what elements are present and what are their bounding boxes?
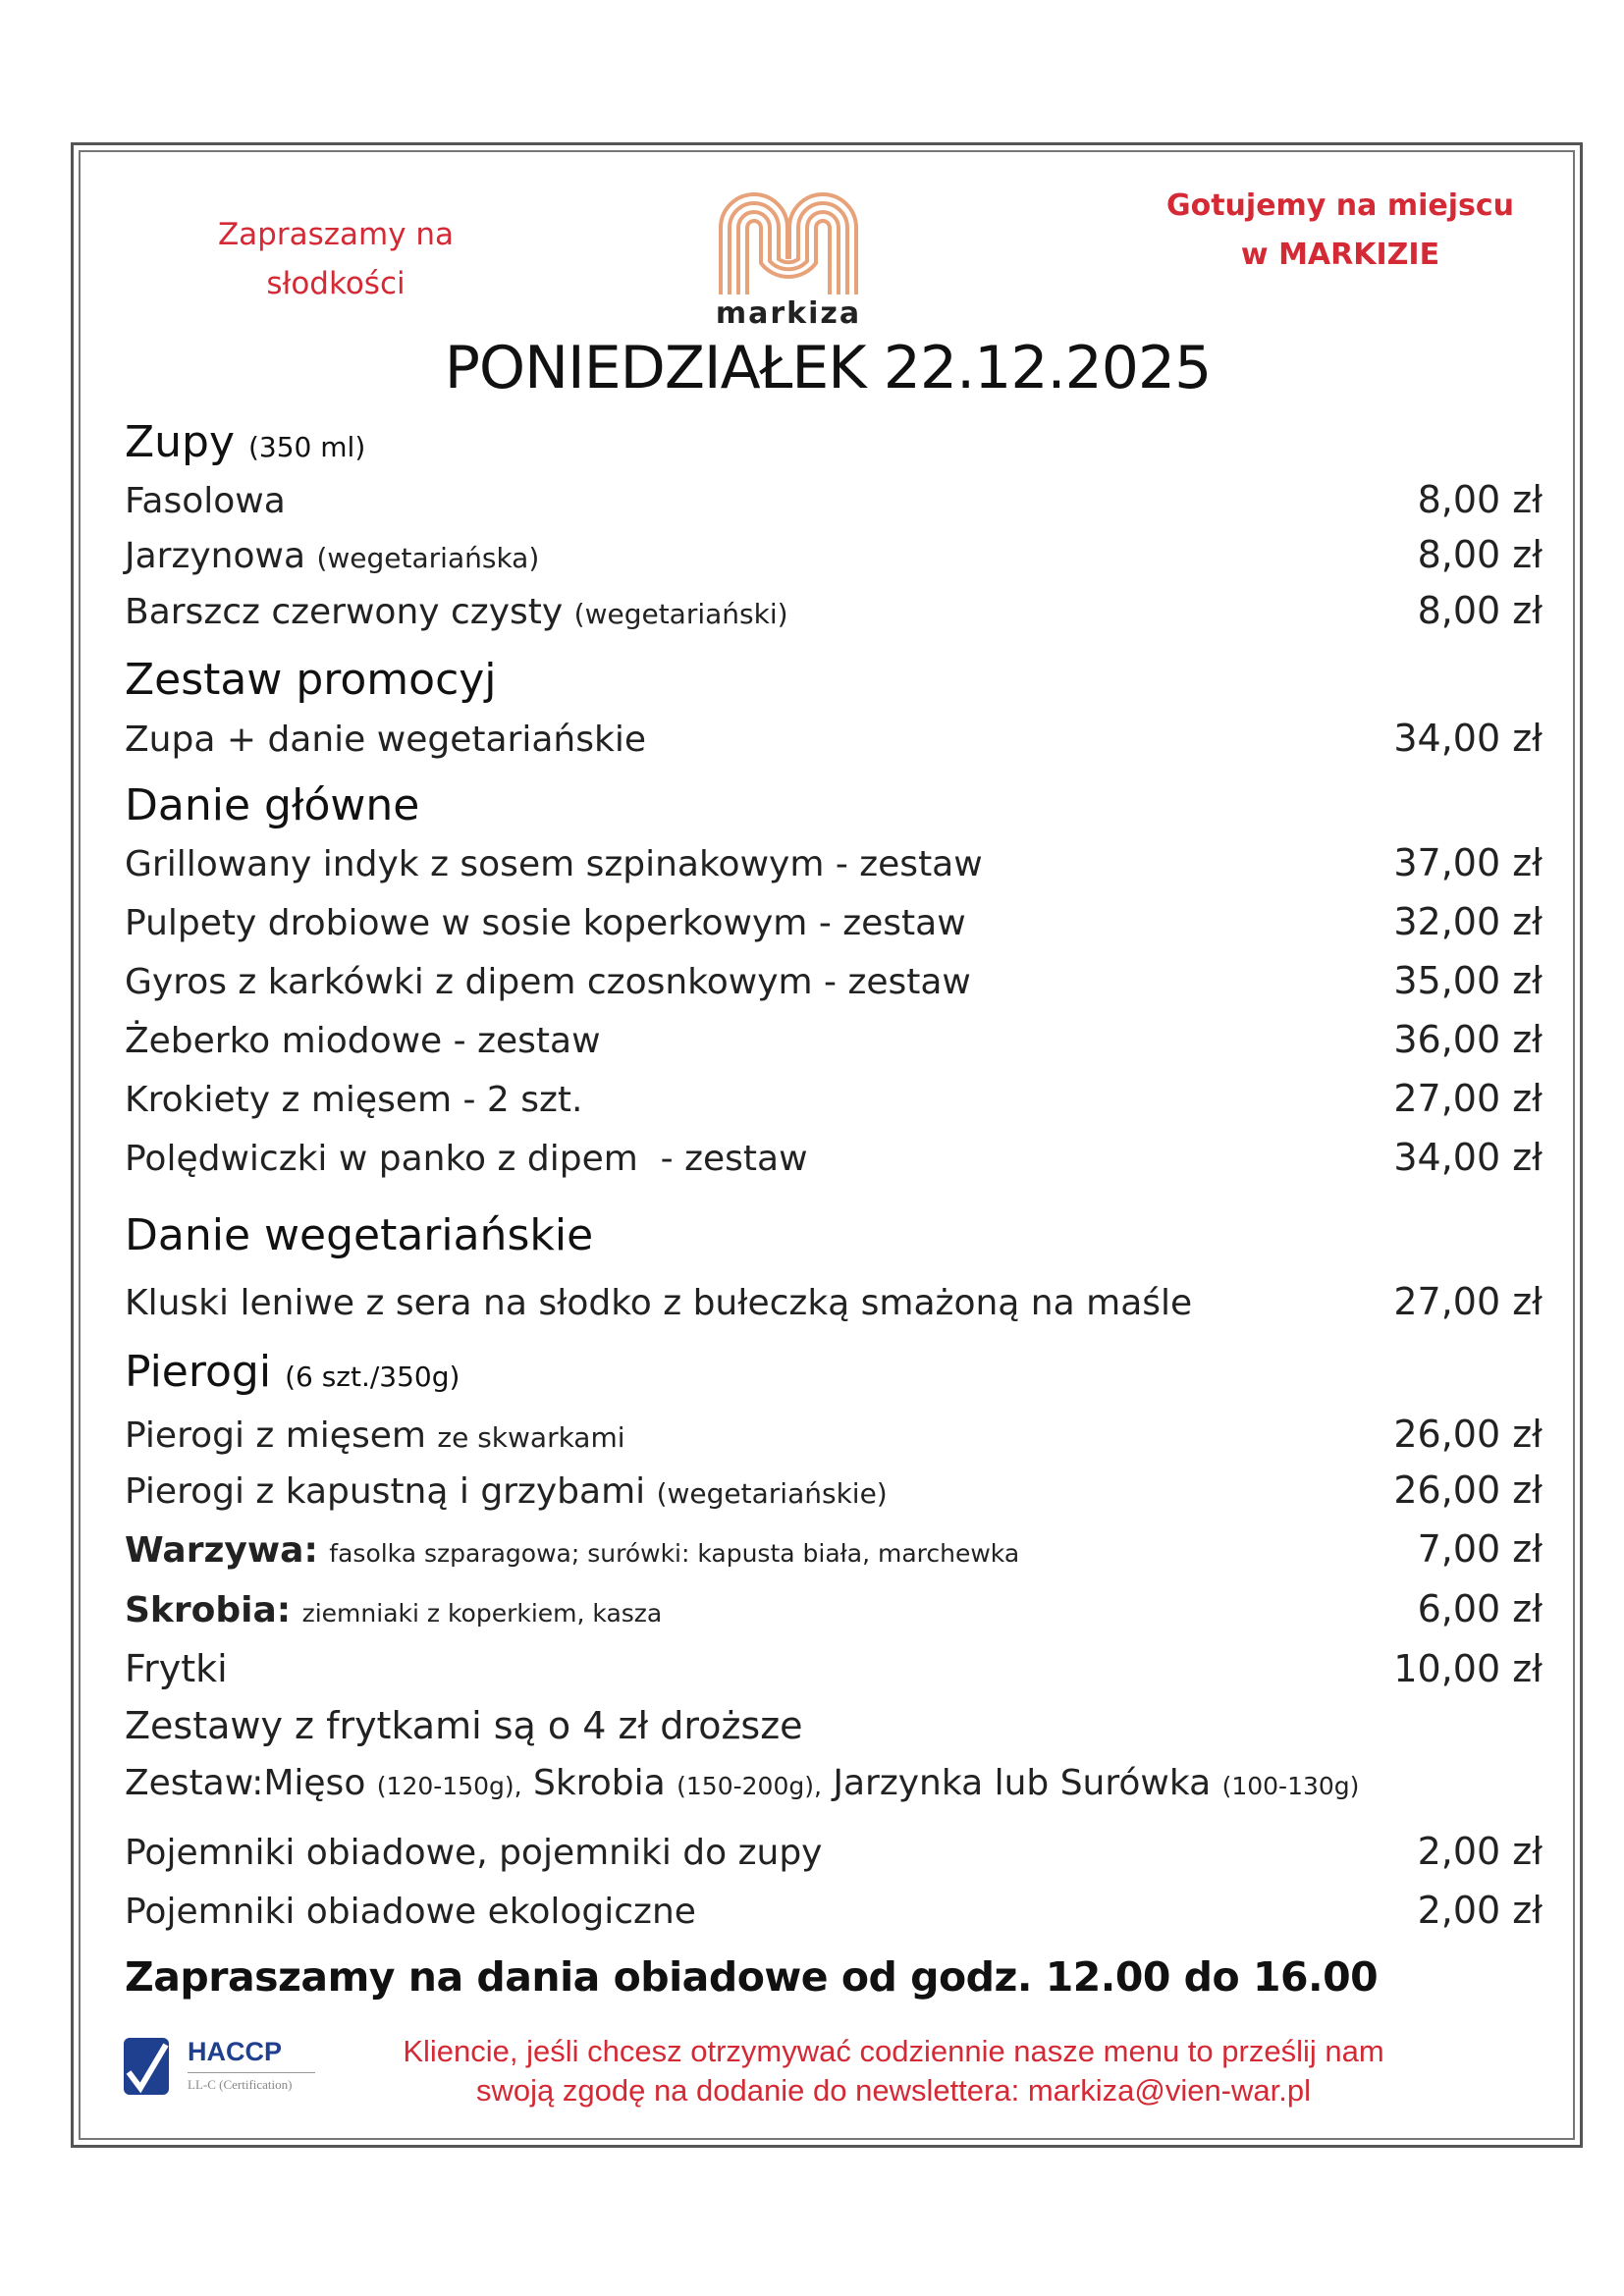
set-starch: Skrobia bbox=[533, 1763, 666, 1803]
cooking-onsite-line-2: w MARKIZIE bbox=[1240, 238, 1440, 272]
fries-surcharge-note bbox=[125, 1704, 1543, 1747]
item-name: Grillowany indyk z sosem szpinakowym - zestaw bbox=[125, 844, 983, 884]
sweets-invitation-line-1: Zapraszamy na bbox=[217, 217, 455, 252]
item-price: 27,00 zł bbox=[1393, 1280, 1543, 1323]
section-note: (6 szt./350g) bbox=[285, 1361, 460, 1393]
newsletter-line-1: Kliencie, jeśli chcesz otrzymywać codziennie nasze menu to prześlij nam bbox=[403, 2034, 1384, 2068]
markiza-m-logo-icon bbox=[715, 188, 862, 296]
item-price: 2,00 zł bbox=[1417, 1830, 1543, 1873]
menu-item bbox=[125, 900, 1543, 943]
item-name: Polędwiczki w panko z dipem - zestaw bbox=[125, 1139, 808, 1179]
haccp-divider bbox=[188, 2072, 315, 2073]
cooking-onsite-line-1: Gotujemy na miejscu bbox=[1165, 188, 1515, 223]
menu-item-fries bbox=[125, 1647, 1543, 1690]
item-note: (wegetariański) bbox=[573, 598, 788, 630]
menu-item-vegetables bbox=[125, 1527, 1543, 1571]
item-name: Fasolowa bbox=[125, 481, 286, 521]
item-price: 8,00 zł bbox=[1417, 589, 1543, 632]
item-name: Frytki bbox=[125, 1647, 228, 1690]
item-price: 2,00 zł bbox=[1417, 1889, 1543, 1932]
item-price: 34,00 zł bbox=[1393, 1136, 1543, 1179]
sweets-invitation bbox=[218, 210, 454, 308]
menu-item bbox=[125, 1018, 1543, 1061]
item-price: 37,00 zł bbox=[1393, 841, 1543, 884]
menu-item bbox=[125, 841, 1543, 884]
menu-item bbox=[125, 717, 1543, 760]
item-name: Pojemniki obiadowe, pojemniki do zupy bbox=[125, 1833, 823, 1873]
item-name: Żeberko miodowe - zestaw bbox=[125, 1021, 601, 1061]
item-label: Skrobia: bbox=[125, 1590, 292, 1630]
section-title: Zestaw promocyj bbox=[125, 655, 497, 705]
set-veg-weight: (100-130g) bbox=[1221, 1772, 1360, 1800]
menu-item bbox=[125, 589, 1543, 632]
haccp-check-icon bbox=[123, 2037, 172, 2096]
menu-item bbox=[125, 1136, 1543, 1179]
menu-item bbox=[125, 533, 1543, 576]
menu-item bbox=[125, 1413, 1543, 1456]
item-name: Pulpety drobiowe w sosie koperkowym - zestaw bbox=[125, 903, 966, 943]
menu-item bbox=[125, 478, 1543, 521]
item-detail: fasolka szparagowa; surówki: kapusta biała, marchewka bbox=[329, 1539, 1020, 1568]
item-price: 36,00 zł bbox=[1393, 1018, 1543, 1061]
section-heading-pierogi bbox=[125, 1347, 1543, 1397]
menu-item-starch bbox=[125, 1587, 1543, 1630]
set-meat-weight: (120-150g), bbox=[376, 1772, 522, 1800]
newsletter-line-2: swoją zgodę na dodanie do newslettera: markiza@vien-war.pl bbox=[476, 2073, 1311, 2108]
section-title: Danie wegetariańskie bbox=[125, 1210, 594, 1260]
page-title: PONIEDZIAŁEK 22.12.2025 bbox=[444, 334, 1212, 402]
item-detail: ziemniaki z koperkiem, kasza bbox=[301, 1599, 663, 1628]
set-meat: Zestaw:Mięso bbox=[125, 1763, 366, 1803]
haccp-badge bbox=[123, 2037, 319, 2096]
menu-item-container bbox=[125, 1830, 1543, 1873]
menu-item bbox=[125, 1468, 1543, 1512]
menu-item bbox=[125, 1077, 1543, 1120]
item-note: ze skwarkami bbox=[437, 1421, 625, 1454]
item-name: Pierogi z kapustną i grzybami bbox=[125, 1471, 646, 1512]
item-price: 35,00 zł bbox=[1393, 959, 1543, 1002]
item-name: Jarzynowa bbox=[125, 536, 306, 576]
haccp-subtitle: LL-C (Certification) bbox=[188, 2077, 293, 2092]
item-price: 32,00 zł bbox=[1393, 900, 1543, 943]
item-note: (wegetariańska) bbox=[316, 542, 540, 574]
section-title: Pierogi bbox=[125, 1347, 272, 1397]
section-title: Zupy bbox=[125, 417, 235, 467]
newsletter-note bbox=[403, 2032, 1383, 2110]
section-heading-soups bbox=[125, 417, 1543, 467]
opening-hours: Zapraszamy na dania obiadowe od godz. 12.00 do 16.00 bbox=[125, 1953, 1379, 2001]
item-price: 10,00 zł bbox=[1393, 1647, 1543, 1690]
section-heading-promo-set bbox=[125, 655, 1543, 705]
item-label: Warzywa: bbox=[125, 1530, 318, 1571]
item-price: 6,00 zł bbox=[1417, 1587, 1543, 1630]
section-heading-main-dishes bbox=[125, 780, 1543, 830]
logo-wordmark: markiza bbox=[715, 296, 862, 331]
item-price: 27,00 zł bbox=[1393, 1077, 1543, 1120]
menu-item-container bbox=[125, 1889, 1543, 1932]
item-name: Kluski leniwe z sera na słodko z bułeczką smażoną na maśle bbox=[125, 1283, 1193, 1323]
section-heading-vegetarian bbox=[125, 1210, 1543, 1260]
menu-item bbox=[125, 1280, 1543, 1323]
set-composition bbox=[125, 1763, 1543, 1803]
item-name: Krokiety z mięsem - 2 szt. bbox=[125, 1080, 583, 1120]
set-veg: Jarzynka lub Surówka bbox=[833, 1763, 1212, 1803]
item-price: 8,00 zł bbox=[1417, 533, 1543, 576]
item-price: 8,00 zł bbox=[1417, 478, 1543, 521]
item-price: 26,00 zł bbox=[1393, 1468, 1543, 1512]
note-text: Zestawy z frytkami są o 4 zł droższe bbox=[125, 1704, 803, 1747]
item-price: 7,00 zł bbox=[1417, 1527, 1543, 1571]
set-starch-weight: (150-200g), bbox=[677, 1772, 822, 1800]
haccp-title: HACCP bbox=[188, 2037, 283, 2066]
sweets-invitation-line-2: słodkości bbox=[266, 266, 406, 301]
item-name: Zupa + danie wegetariańskie bbox=[125, 720, 646, 760]
item-note: (wegetariańskie) bbox=[656, 1477, 888, 1510]
item-name: Gyros z karkówki z dipem czosnkowym - zestaw bbox=[125, 962, 971, 1002]
item-name: Barszcz czerwony czysty bbox=[125, 592, 564, 632]
cooking-onsite-note bbox=[1166, 182, 1514, 280]
section-note: (350 ml) bbox=[248, 431, 366, 463]
item-price: 34,00 zł bbox=[1393, 717, 1543, 760]
item-price: 26,00 zł bbox=[1393, 1413, 1543, 1456]
menu-item bbox=[125, 959, 1543, 1002]
item-name: Pojemniki obiadowe ekologiczne bbox=[125, 1892, 696, 1932]
section-title: Danie główne bbox=[125, 780, 420, 830]
item-name: Pierogi z mięsem bbox=[125, 1415, 426, 1456]
